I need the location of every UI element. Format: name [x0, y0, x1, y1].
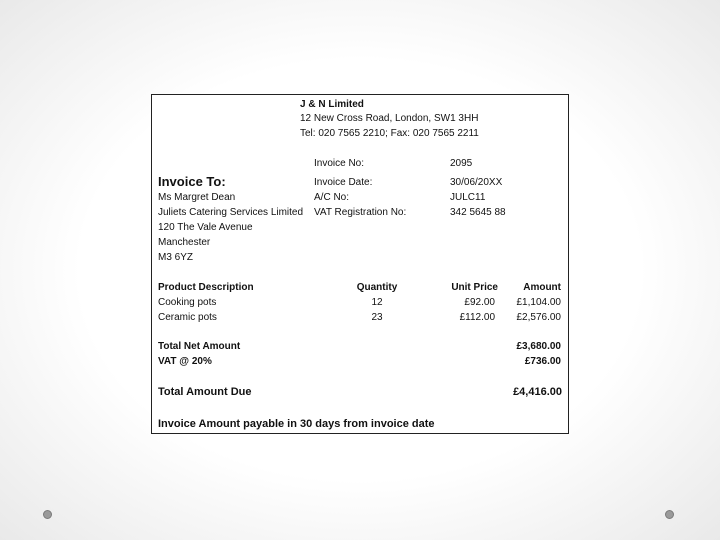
invoice-date-label: Invoice Date: — [314, 177, 373, 188]
ac-no-value: JULC11 — [450, 192, 486, 203]
row-1-amount: £1,104.00 — [516, 297, 561, 308]
row-2-quantity: 23 — [371, 312, 383, 323]
bill-to-city: Manchester — [158, 237, 211, 248]
header-description: Product Description — [158, 282, 254, 293]
total-net-value: £3,680.00 — [516, 341, 561, 352]
vat-value: £736.00 — [524, 356, 561, 367]
company-contact: Tel: 020 7565 2210; Fax: 020 7565 2211 — [300, 128, 479, 139]
row-2-amount: £2,576.00 — [516, 312, 561, 323]
invoice-to-heading: Invoice To: — [158, 174, 226, 189]
bill-to-street: 120 The Vale Avenue — [158, 222, 253, 233]
company-address: 12 New Cross Road, London, SW1 3HH — [300, 113, 479, 124]
row-2-unit-price: £112.00 — [459, 312, 495, 323]
header-amount: Amount — [523, 282, 561, 293]
company-name: J & N Limited — [300, 99, 364, 110]
vat-reg-value: 342 5645 88 — [450, 207, 506, 218]
vat-reg-label: VAT Registration No: — [314, 207, 407, 218]
ac-no-label: A/C No: — [314, 192, 350, 203]
bill-to-name: Ms Margret Dean — [158, 192, 236, 203]
slide-dot-right — [665, 510, 674, 519]
row-1-unit-price: £92.00 — [464, 297, 495, 308]
row-2-description: Ceramic pots — [158, 312, 217, 323]
invoice-no-label: Invoice No: — [314, 158, 365, 169]
header-unit-price: Unit Price — [451, 282, 498, 293]
payment-terms-note: Invoice Amount payable in 30 days from invoice date — [158, 418, 435, 430]
slide-dot-left — [43, 510, 52, 519]
vat-label: VAT @ 20% — [158, 356, 212, 367]
invoice-no-value: 2095 — [450, 158, 473, 169]
bill-to-company: Juliets Catering Services Limited — [158, 207, 304, 218]
row-1-description: Cooking pots — [158, 297, 217, 308]
total-due-label: Total Amount Due — [158, 386, 252, 398]
invoice-document — [151, 94, 569, 434]
invoice-date-value: 30/06/20XX — [450, 177, 503, 188]
bill-to-postcode: M3 6YZ — [158, 252, 194, 263]
total-net-label: Total Net Amount — [158, 341, 241, 352]
row-1-quantity: 12 — [371, 297, 383, 308]
total-due-value: £4,416.00 — [513, 386, 562, 398]
header-quantity: Quantity — [356, 282, 398, 293]
